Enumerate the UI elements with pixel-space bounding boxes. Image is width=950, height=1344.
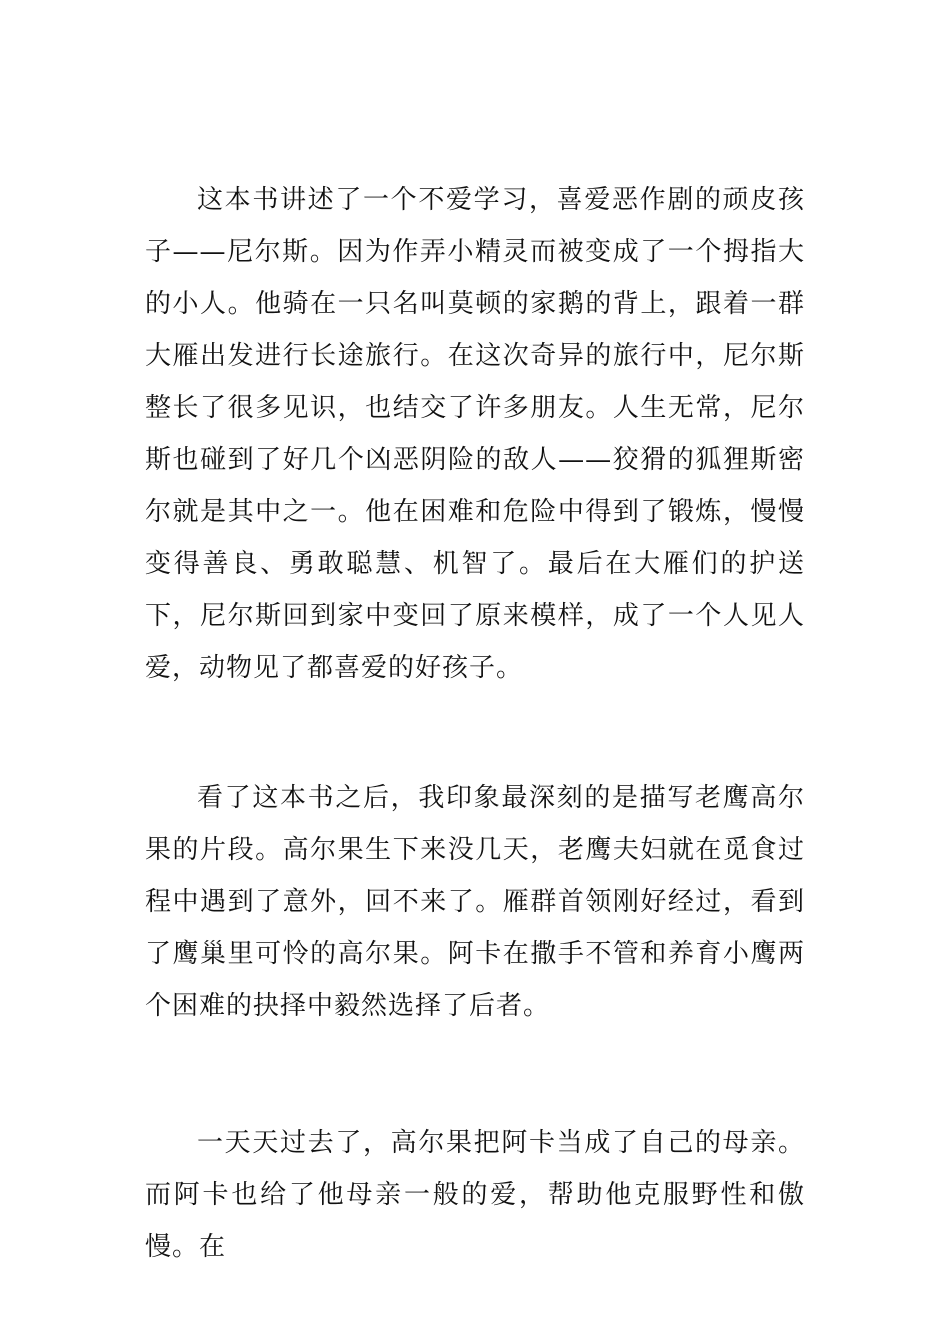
paragraph-1: 这本书讲述了一个不爱学习，喜爱恶作剧的顽皮孩子——尼尔斯。因为作弄小精灵而被变成了一个拇指大的小人。他骑在一只名叫莫顿的家鹅的背上，跟着一群大雁出发进行长途旅行。在这次奇异的旅行中，尼尔斯整长了很多见识，也结交了许多朋友。人生无常，尼尔斯也碰到了好几个凶恶阴险的敌人——狡猾的狐狸斯密尔就是其中之一。他在困难和危险中得到了锻炼，慢慢变得善良、勇敢聪慧、机智了。最后在大雁们的护送下，尼尔斯回到家中变回了原来模样，成了一个人见人爱，动物见了都喜爱的好孩子。 xyxy=(145,185,805,683)
paragraph-2: 看了这本书之后，我印象最深刻的是描写老鹰高尔果的片段。高尔果生下来没几天，老鹰夫妇就在觅食过程中遇到了意外，回不来了。雁群首领刚好经过，看到了鹰巢里可怜的高尔果。阿卡在撒手不管和养育小鹰两个困难的抉择中毅然选择了后者。 xyxy=(145,783,805,1021)
paragraph-3: 一天天过去了，高尔果把阿卡当成了自己的母亲。而阿卡也给了他母亲一般的爱，帮助他克服野性和傲慢。在 xyxy=(145,1128,805,1262)
